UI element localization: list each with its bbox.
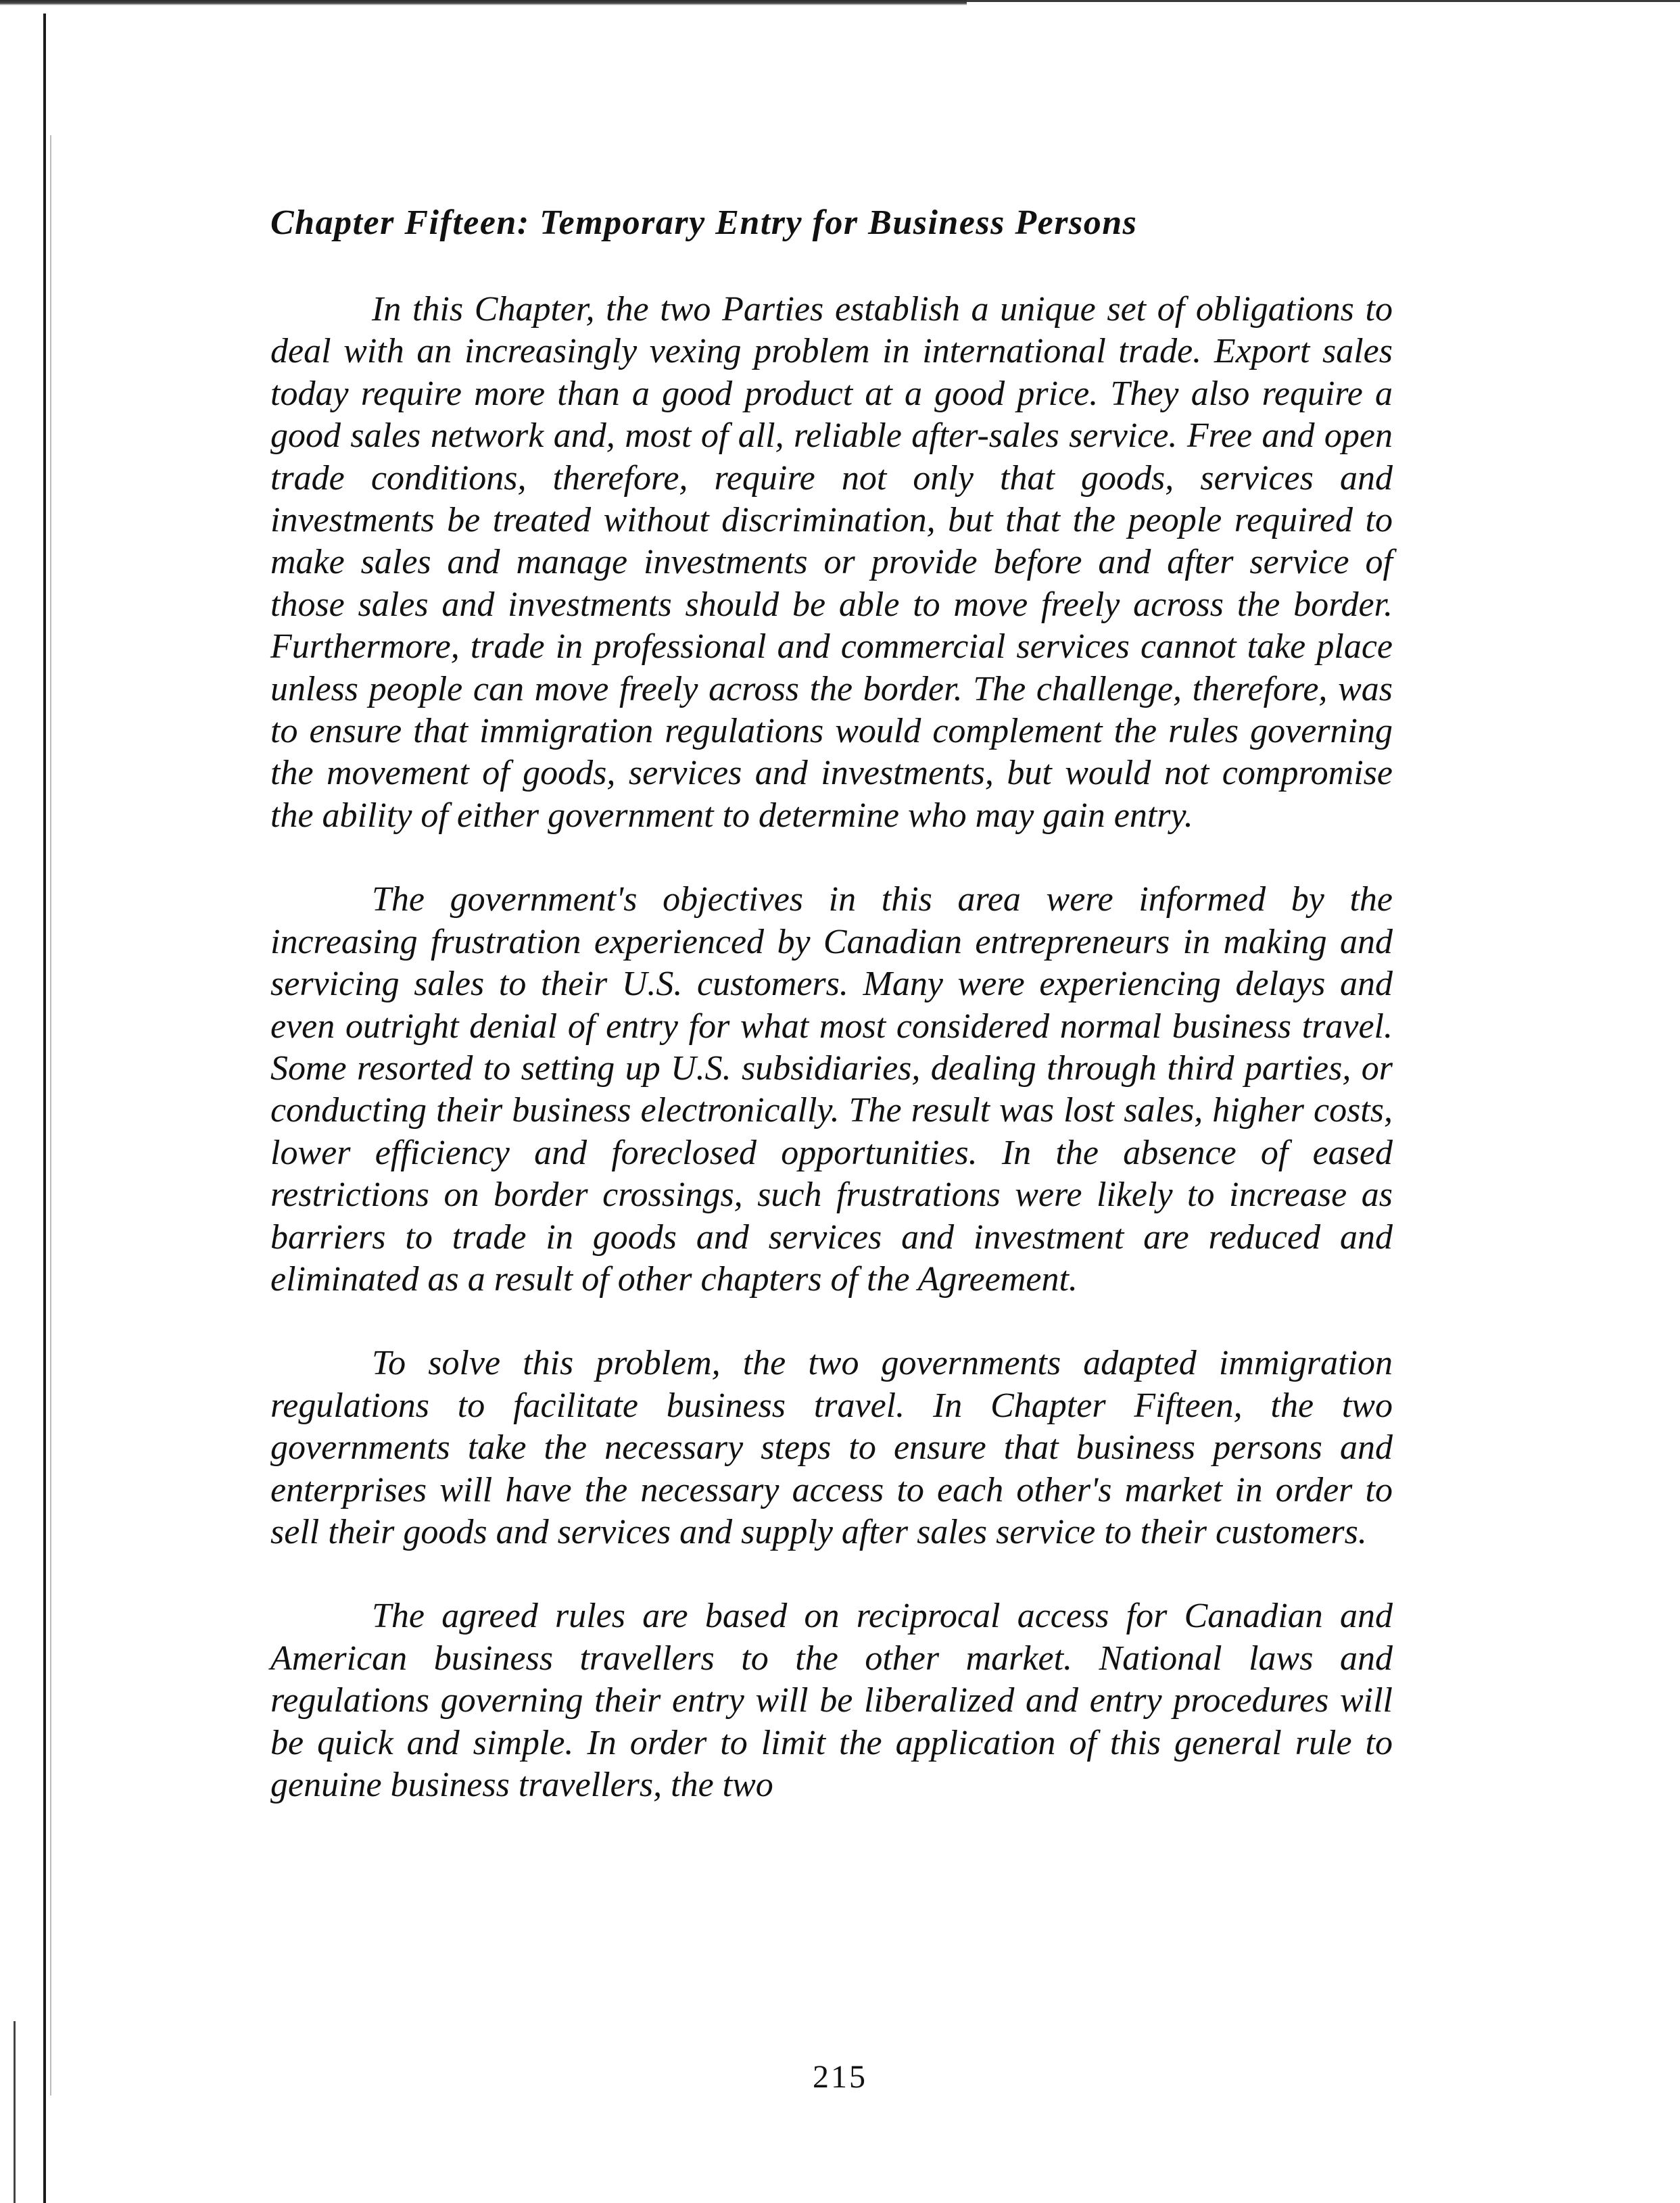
paragraph-4: The agreed rules are based on reciprocal access for Canadian and American business travellers to the other market. National laws and regulations governing their entry will be liberalized and entry procedures will be quick and simple. In order to limit the application of this general rule to genuine business travellers, the two: [270, 1597, 1393, 1804]
page-number: 215: [813, 2059, 867, 2095]
scan-left-edge-bottom: [14, 2021, 16, 2203]
scan-left-edge-faint: [50, 135, 51, 2096]
chapter-title: Chapter Fifteen: Temporary Entry for Business Persons: [270, 203, 1138, 242]
scan-left-edge: [43, 14, 46, 2203]
paragraph-3: To solve this problem, the two governments adapted immigration regulations to facilitate business travel. In Chapter Fifteen, the two governments take the necessary steps to ensure that business persons and enterprises will have the necessary access to each other's market in order to sell their goods and services and supply after sales service to their customers.: [270, 1344, 1393, 1551]
paragraph-1: In this Chapter, the two Parties establish a unique set of obligations to deal with an increasingly vexing problem in international trade. Export sales today require more than a good product at a good price. They also require a good sales network and, most of all, reliable after-sales service. Free and open trade conditions, therefore, require not only that goods, services and investments be treated without discrimination, but that the people required to make sales and manage investments or provide before and after service of those sales and investments should be able to move freely across the border. Furthermore, trade in professional and commercial services cannot take place unless people can move freely across the border. The challenge, therefore, was to ensure that immigration regulations would complement the rules governing the movement of goods, services and investments, but would not compromise the ability of either government to determine who may gain entry.: [270, 290, 1393, 835]
paragraph-2: The government's objectives in this area were informed by the increasing frustration experienced by Canadian entrepreneurs in making and servicing sales to their U.S. customers. Many were experiencing delays and even outright denial of entry for what most considered normal business travel. Some resorted to setting up U.S. subsidiaries, dealing through third parties, or conducting their business electronically. The result was lost sales, higher costs, lower efficiency and foreclosed opportunities. In the absence of eased restrictions on border crossings, such frustrations were likely to increase as barriers to trade in goods and services and investment are reduced and eliminated as a result of other chapters of the Agreement.: [270, 880, 1393, 1299]
scan-top-edge: [0, 0, 967, 5]
page-body: [270, 203, 1393, 1848]
scan-top-edge-thin: [967, 0, 1680, 2]
